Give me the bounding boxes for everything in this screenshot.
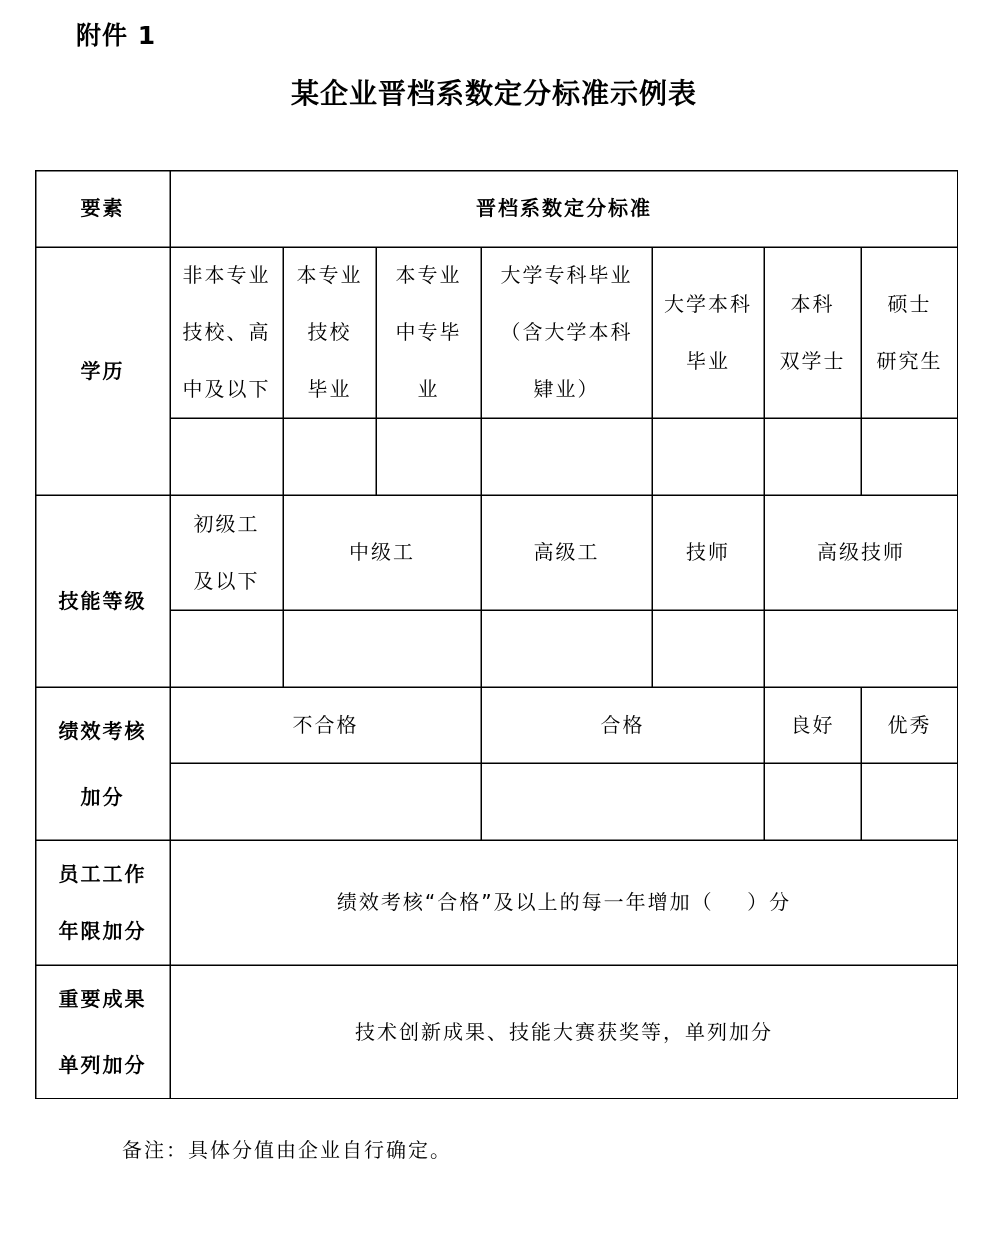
education-level: 本专业 技校 毕业 [296, 263, 363, 401]
performance-level: 合格 [600, 712, 645, 737]
performance-level: 良好 [790, 712, 835, 737]
page-title: 某企业晋档系数定分标准示例表 [290, 77, 697, 110]
performance-level: 不合格 [292, 712, 359, 737]
education-level: 本专业 中专毕 业 [395, 263, 462, 401]
tenure-rule: 绩效考核“合格”及以上的每一年增加（ ）分 [336, 890, 792, 914]
row-label-skill: 技能等级 [58, 588, 147, 613]
attachment-label: 附件 1 [76, 21, 157, 50]
skill-level: 技师 [686, 540, 730, 564]
education-level: 硕士 研究生 [876, 291, 943, 373]
header-element: 要素 [80, 196, 125, 220]
skill-level: 高级工 [533, 540, 600, 564]
footnote: 备注：具体分值由企业自行确定。 [122, 1138, 452, 1162]
row-label-education: 学历 [80, 358, 125, 383]
achievement-rule: 技术创新成果、技能大赛获奖等，单列加分 [355, 1019, 773, 1044]
skill-level: 初级工 及以下 [193, 511, 260, 593]
header-standard: 晋档系数定分标准 [476, 196, 652, 220]
education-level: 非本专业 技校、高 中及以下 [182, 263, 271, 401]
row-label-achievement: 重要成果 单列加分 [58, 987, 147, 1077]
performance-level: 优秀 [887, 712, 932, 737]
row-label-performance: 绩效考核 加分 [58, 718, 147, 809]
skill-level: 中级工 [349, 540, 415, 564]
scoring-standard-table [35, 170, 958, 1099]
skill-level: 高级技师 [817, 540, 905, 564]
row-label-tenure: 员工工作 年限加分 [58, 861, 147, 943]
education-level: 大学本科 毕业 [664, 291, 752, 373]
education-level: 大学专科毕业 （含大学本科 肄业） [500, 263, 633, 401]
education-level: 本科 双学士 [779, 291, 846, 373]
